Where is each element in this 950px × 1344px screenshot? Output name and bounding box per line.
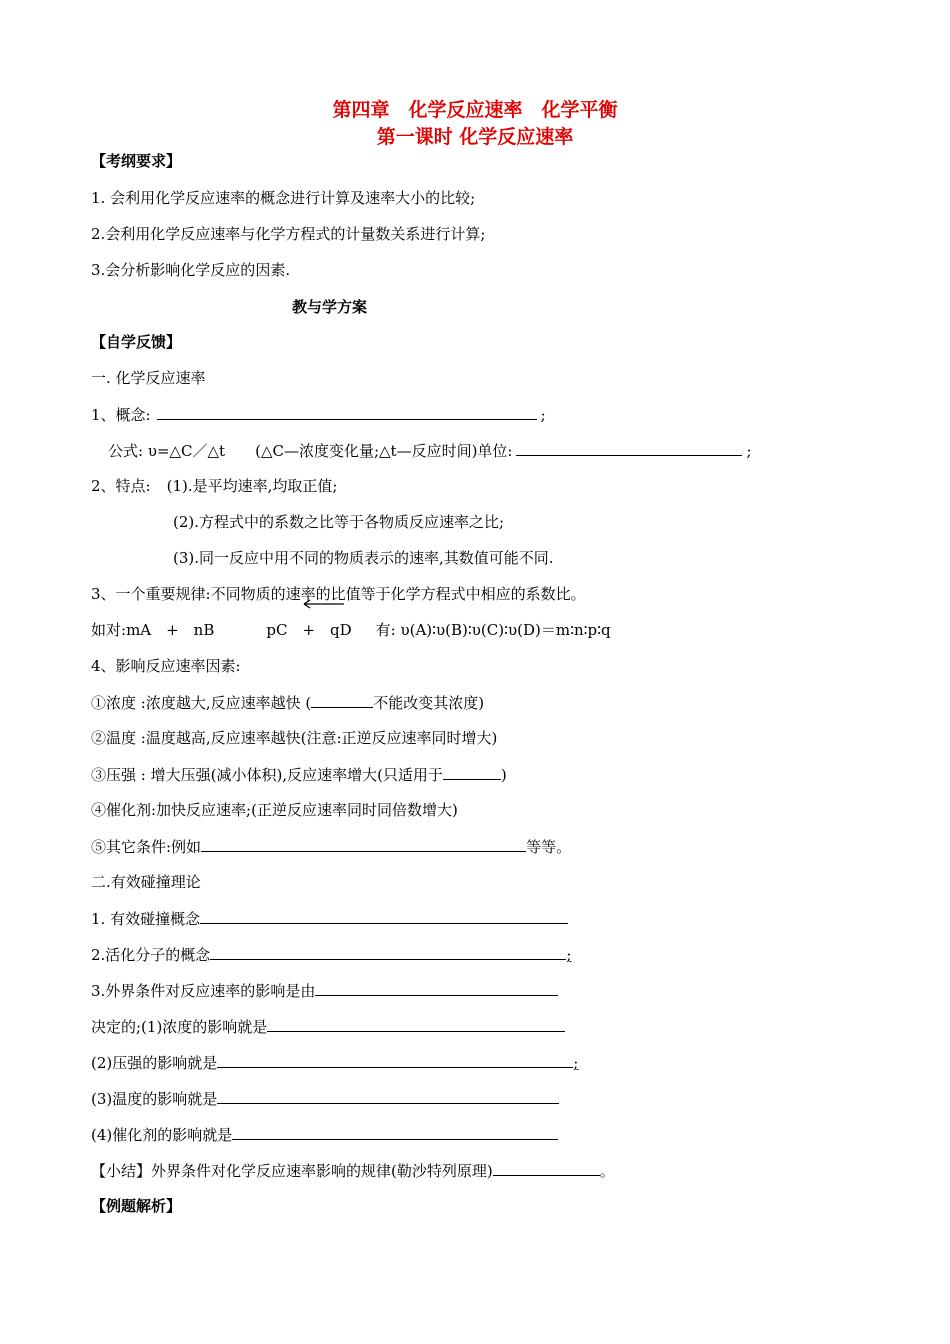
q6-label: (4)催化剂的影响就是 — [91, 1126, 233, 1144]
concept-line — [91, 404, 546, 425]
q2-line — [91, 944, 571, 965]
example-rhs: pC + qD — [266, 621, 352, 639]
factor-pressure — [91, 764, 507, 785]
requirement-item: 1. 会利用化学反应速率的概念进行计算及速率大小的比较; — [91, 189, 476, 207]
q4-label: (2)压强的影响就是 — [91, 1054, 218, 1072]
factor-catalyst: ④催化剂:加快反应速率;(正逆反应速率同时同倍数增大) — [91, 801, 458, 819]
q5-blank[interactable] — [217, 1088, 559, 1104]
q1-line — [91, 908, 568, 929]
summary-line — [91, 1160, 615, 1181]
formula-text: 公式: υ=△C／△t — [108, 442, 226, 460]
factor-temperature: ②温度 :温度越高,反应速率越快(注意:正逆反应速率同时增大) — [91, 729, 498, 747]
feedback-heading: 【自学反馈】 — [91, 333, 182, 351]
formula-line — [108, 440, 752, 461]
q3b-blank[interactable] — [267, 1016, 565, 1032]
features-label: 2、特点: — [91, 477, 151, 495]
section1-heading: 一. 化学反应速率 — [91, 369, 206, 387]
features-line — [91, 476, 337, 496]
other-blank[interactable] — [201, 836, 526, 852]
q2-blank[interactable] — [210, 944, 566, 960]
summary-text: 【小结】外界条件对化学反应速率影响的规律(勒沙特列原理) — [91, 1162, 493, 1180]
example-lhs: mA + nB — [126, 621, 215, 639]
rule-line: 3、一个重要规律:不同物质的速率的比值等于化学方程式中相应的系数比。 — [91, 585, 586, 603]
lesson-title: 第一课时 化学反应速率 — [376, 126, 574, 148]
factor-other — [91, 836, 571, 857]
factor-concentration-text: ①浓度 :浓度越大,反应速率越快 ( — [91, 694, 312, 712]
example-result: 有: υ(A)∶υ(B)∶υ(C)∶υ(D)＝m∶n∶p∶q — [375, 621, 611, 639]
summary-end: 。 — [599, 1162, 615, 1180]
factor-other-text: ⑤其它条件:例如 — [91, 838, 202, 856]
example-label: 如对: — [91, 621, 127, 639]
factor-concentration — [91, 692, 484, 713]
examples-heading: 【例题解析】 — [91, 1197, 182, 1215]
section2-heading: 二.有效碰撞理论 — [91, 873, 201, 891]
factor-concentration-note: 不能改变其浓度) — [373, 694, 485, 712]
q2-label: 2.活化分子的概念 — [91, 946, 211, 964]
q6-blank[interactable] — [232, 1124, 558, 1140]
q2-end: ; — [566, 946, 572, 964]
factors-label: 4、影响反应速率因素: — [91, 657, 241, 675]
q3-blank[interactable] — [315, 980, 558, 996]
example-line — [91, 620, 611, 640]
feature-item: (1).是平均速率,均取正值; — [166, 477, 338, 495]
concept-end: ; — [540, 406, 546, 424]
summary-blank[interactable] — [493, 1160, 600, 1176]
pressure-blank[interactable] — [443, 764, 501, 780]
feature-item: (3).同一反应中用不同的物质表示的速率,其数值可能不同. — [173, 549, 554, 567]
q6-line — [91, 1124, 558, 1145]
feature-item: (2).方程式中的系数之比等于各物质反应速率之比; — [173, 513, 505, 531]
factor-other-end: 等等。 — [526, 838, 572, 856]
plan-heading: 教与学方案 — [292, 298, 368, 316]
q3-label: 3.外界条件对反应速率的影响是由 — [91, 982, 316, 1000]
formula-note: (△C—浓度变化量;△t—反应时间)单位: — [255, 442, 513, 460]
requirement-item: 2.会利用化学反应速率与化学方程式的计量数关系进行计算; — [91, 225, 486, 243]
concept-label: 1、概念: — [91, 406, 151, 424]
q5-label: (3)温度的影响就是 — [91, 1090, 218, 1108]
rule-annotation-mark — [300, 597, 350, 611]
factor-pressure-end: ) — [500, 766, 507, 784]
q4-end: ; — [573, 1054, 579, 1072]
requirement-item: 3.会分析影响化学反应的因素. — [91, 261, 291, 279]
q1-label: 1. 有效碰撞概念 — [91, 910, 201, 928]
q5-line — [91, 1088, 559, 1109]
q4-line — [91, 1052, 578, 1073]
requirements-heading: 【考纲要求】 — [91, 152, 182, 170]
q3-line — [91, 980, 558, 1001]
concept-blank[interactable] — [157, 404, 537, 420]
formula-end: ; — [746, 442, 752, 460]
factor-pressure-text: ③压强 : 增大压强(减小体积),反应速率增大(只适用于 — [91, 766, 443, 784]
unit-blank[interactable] — [516, 440, 742, 456]
q3b-line — [91, 1016, 565, 1037]
q4-blank[interactable] — [217, 1052, 573, 1068]
chapter-title: 第四章 化学反应速率 化学平衡 — [332, 99, 618, 121]
q3b-label: 决定的;(1)浓度的影响就是 — [91, 1018, 268, 1036]
q1-blank[interactable] — [200, 908, 568, 924]
concentration-blank[interactable] — [311, 692, 373, 708]
